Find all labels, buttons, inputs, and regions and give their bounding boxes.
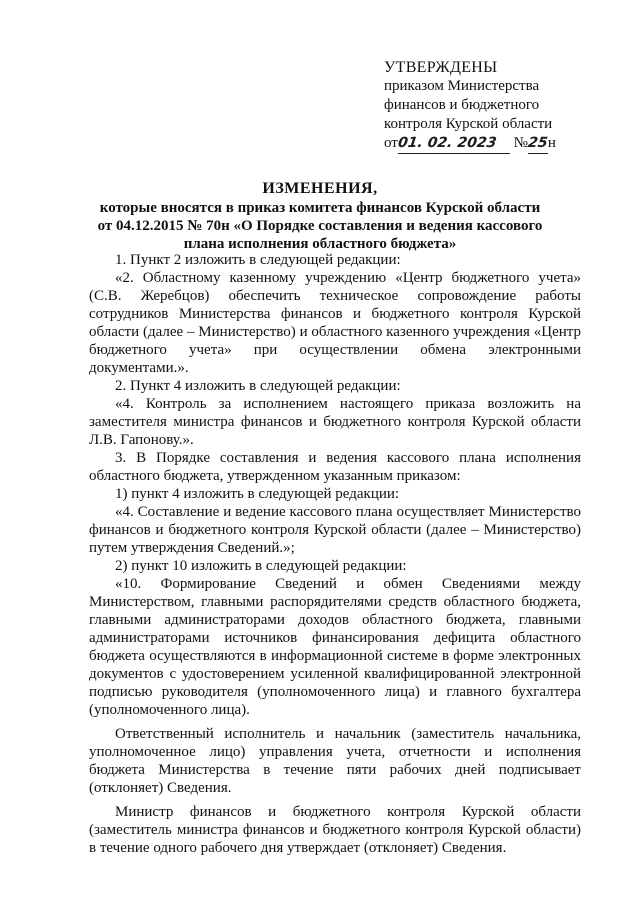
handwritten-date: 01. 02. 2023 <box>396 135 498 151</box>
paragraph: «2. Областному казенному учреждению «Центр бюджетного учета» (С.В. Жеребцов) обеспечить техническое сопровождение работы сотрудников Министерства финансов и бюджетного контроля Курской области (далее – Министерство) и областного казенного учреждения «Центр бюджетного учета» при осуществлении обмена электронными документами.». <box>89 270 581 376</box>
number-field <box>528 134 548 154</box>
paragraph: «4. Контроль за исполнением настоящего приказа возложить на заместителя министра финансов и бюджетного контроля Курской области Л.В. Гапонову.». <box>89 396 581 448</box>
paragraph: 3. В Порядке составления и ведения кассового плана исполнения областного бюджета, утвержденном указанным приказом: <box>89 450 581 484</box>
title-line: которые вносятся в приказ комитета финансов Курской области <box>99 200 541 216</box>
document-body <box>89 251 581 857</box>
paragraph: «10. Формирование Сведений и обмен Сведениями между Министерством, главными распорядителями средств областного бюджета, главными администраторами доходов областного бюджета, главными администраторами источников финансирования дефицита областного бюджета осуществляются в информационной системе в форме электронных документов с удостоверением усиленной квалифицированной электронной подписью руководителя (уполномоченного лица) и главного бухгалтера (уполномоченного лица). <box>89 576 581 718</box>
paragraph: Министр финансов и бюджетного контроля Курской области (заместитель министра финансов и бюджетного контроля Курской области) в течение одного рабочего дня утверждает (отклоняет) Сведения. <box>89 804 581 856</box>
paragraph: Ответственный исполнитель и начальник (заместитель начальника, уполномоченное лицо) управления учета, отчетности и исполнения бюджета Министерства в течение пяти рабочих дней подписывает (отклоняет) Сведения. <box>89 726 581 796</box>
paragraph: 2. Пункт 4 изложить в следующей редакции: <box>115 378 401 394</box>
document-title <box>80 180 560 253</box>
number-prefix: № <box>513 135 528 151</box>
paragraph: 1) пункт 4 изложить в следующей редакции: <box>115 486 400 502</box>
approval-line: контроля Курской области <box>384 116 553 132</box>
paragraph: «4. Составление и ведение кассового плана осуществляет Министерство финансов и бюджетного контроля Курской области (далее – Министерство) путем утверждения Сведений.»; <box>89 504 581 556</box>
approval-date-line <box>384 134 556 154</box>
title-line: от 04.12.2015 № 70н «О Порядке составления и ведения кассового <box>97 218 543 234</box>
paragraph: 2) пункт 10 изложить в следующей редакции: <box>115 558 407 574</box>
date-prefix: от <box>384 135 398 151</box>
approval-block <box>384 58 556 154</box>
approval-line: приказом Министерства <box>384 78 540 94</box>
title-line: плана исполнения областного бюджета» <box>183 236 457 252</box>
date-field <box>398 134 510 154</box>
number-suffix: н <box>547 135 556 151</box>
title-main: ИЗМЕНЕНИЯ, <box>262 180 378 197</box>
paragraph: 1. Пункт 2 изложить в следующей редакции: <box>115 252 401 268</box>
handwritten-number: 25 <box>526 135 549 151</box>
approval-heading: УТВЕРЖДЕНЫ <box>384 59 498 76</box>
approval-line: финансов и бюджетного <box>384 97 540 113</box>
